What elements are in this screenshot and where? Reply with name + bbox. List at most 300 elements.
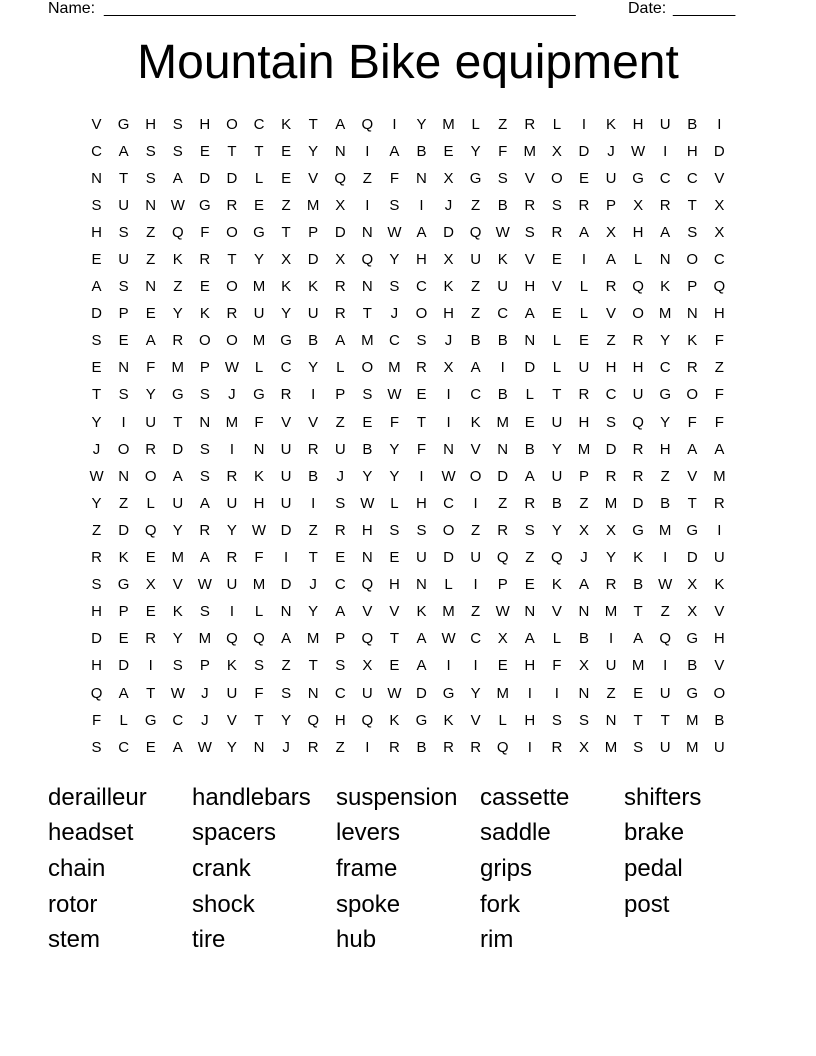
grid-letter: V xyxy=(687,467,698,485)
grid-letter: Q xyxy=(226,630,238,648)
grid-letter: S xyxy=(91,738,102,756)
grid-letter: U xyxy=(659,115,671,133)
grid-letter: T xyxy=(308,657,318,675)
grid-letter: D xyxy=(172,440,184,458)
grid-letter: X xyxy=(443,251,454,269)
grid-letter: J xyxy=(309,576,317,594)
grid-letter: F xyxy=(416,440,427,458)
grid-letter: N xyxy=(280,603,292,621)
grid-letter: H xyxy=(713,305,725,323)
grid-letter: Y xyxy=(281,711,292,729)
grid-letter: C xyxy=(253,115,265,133)
grid-letter: C xyxy=(659,169,671,187)
grid-letter: G xyxy=(469,169,482,187)
grid-letter: S xyxy=(335,494,346,512)
grid-letter: G xyxy=(253,223,265,241)
grid-letter: Q xyxy=(307,711,319,729)
grid-letter: D xyxy=(226,169,238,187)
grid-letter: A xyxy=(118,684,129,702)
grid-letter: U xyxy=(551,413,563,431)
grid-letter: F xyxy=(254,413,264,431)
grid-letter: O xyxy=(144,467,157,485)
grid-row xyxy=(83,734,733,761)
grid-letter: J xyxy=(444,332,453,350)
grid-letter: E xyxy=(118,332,129,350)
grid-letter: K xyxy=(714,576,725,594)
grid-letter: N xyxy=(524,332,536,350)
grid-letter: Y xyxy=(308,603,319,621)
grid-letter: I xyxy=(392,115,397,133)
grid-letter: V xyxy=(470,440,481,458)
name-field[interactable]: _____________________________________________________ xyxy=(104,0,576,17)
grid-letter: U xyxy=(605,169,617,187)
grid-letter: I xyxy=(717,115,722,133)
word-bank-item: suspension xyxy=(336,783,458,811)
grid-letter: S xyxy=(118,386,129,404)
grid-letter: V xyxy=(714,169,725,187)
grid-letter: Z xyxy=(579,494,589,512)
grid-letter: H xyxy=(388,576,400,594)
grid-letter: P xyxy=(118,603,129,621)
grid-letter: M xyxy=(252,576,266,594)
grid-letter: E xyxy=(145,738,156,756)
grid-letter: S xyxy=(389,278,400,296)
grid-letter: M xyxy=(686,738,699,756)
grid-letter: C xyxy=(713,251,725,269)
grid-letter: E xyxy=(578,169,589,187)
grid-row xyxy=(83,328,733,355)
grid-letter: E xyxy=(578,332,589,350)
grid-letter: G xyxy=(253,386,265,404)
grid-letter: E xyxy=(497,657,508,675)
grid-letter: Y xyxy=(362,467,373,485)
grid-letter: T xyxy=(146,684,156,702)
grid-letter: W xyxy=(495,223,510,241)
grid-letter: W xyxy=(495,603,510,621)
grid-letter: O xyxy=(226,115,238,133)
grid-letter: V xyxy=(606,305,617,323)
grid-letter: Q xyxy=(361,576,374,594)
grid-letter: R xyxy=(334,278,346,296)
grid-letter: B xyxy=(633,576,644,594)
grid-letter: R xyxy=(443,738,454,756)
grid-letter: W xyxy=(197,738,212,756)
grid-letter: G xyxy=(199,196,211,214)
grid-letter: W xyxy=(89,467,104,485)
grid-letter: E xyxy=(118,630,129,648)
grid-letter: E xyxy=(91,251,102,269)
grid-letter: S xyxy=(172,657,183,675)
grid-letter: I xyxy=(419,467,424,485)
grid-letter: I xyxy=(663,142,668,160)
grid-letter: M xyxy=(306,196,320,214)
grid-letter: Y xyxy=(551,440,562,458)
grid-letter: G xyxy=(686,521,699,539)
word-bank-item: spoke xyxy=(336,890,401,918)
grid-letter: O xyxy=(469,467,482,485)
grid-letter: I xyxy=(446,657,451,675)
grid-letter: I xyxy=(311,494,316,512)
grid-letter: O xyxy=(361,359,374,377)
grid-letter: G xyxy=(632,169,644,187)
grid-letter: Q xyxy=(334,169,347,187)
grid-letter: A xyxy=(335,332,346,350)
grid-letter: I xyxy=(608,630,614,648)
grid-letter: S xyxy=(551,196,562,214)
grid-letter: X xyxy=(578,521,589,539)
grid-letter: Q xyxy=(632,278,644,296)
grid-letter: A xyxy=(199,549,210,567)
grid-letter: H xyxy=(253,494,265,512)
grid-letter: R xyxy=(334,305,346,323)
grid-letter: S xyxy=(551,711,562,729)
grid-letter: W xyxy=(251,521,267,539)
grid-letter: I xyxy=(473,576,478,594)
grid-letter: V xyxy=(172,576,183,594)
grid-row xyxy=(83,680,733,707)
grid-letter: C xyxy=(172,711,184,729)
grid-letter: P xyxy=(335,630,346,648)
grid-letter: L xyxy=(444,576,453,594)
grid-letter: F xyxy=(714,332,724,350)
grid-letter: J xyxy=(607,142,615,160)
grid-letter: Q xyxy=(90,684,103,702)
grid-letter: O xyxy=(226,332,238,350)
word-bank-item: tire xyxy=(192,926,226,954)
grid-letter: L xyxy=(552,630,562,648)
grid-letter: V xyxy=(524,169,535,187)
grid-letter: J xyxy=(92,440,101,458)
grid-letter: I xyxy=(148,657,153,675)
grid-letter: I xyxy=(527,738,532,756)
grid-letter: R xyxy=(199,521,211,539)
grid-letter: B xyxy=(308,467,319,485)
grid-letter: B xyxy=(497,332,508,350)
grid-letter: A xyxy=(687,440,698,458)
grid-letter: K xyxy=(606,115,617,133)
grid-letter: K xyxy=(172,251,183,269)
grid-letter: U xyxy=(118,196,130,214)
grid-letter: X xyxy=(362,657,373,675)
grid-letter: X xyxy=(687,603,698,621)
grid-letter: C xyxy=(470,386,482,404)
grid-letter: C xyxy=(334,684,346,702)
grid-letter: M xyxy=(604,738,618,756)
grid-letter: A xyxy=(416,223,427,241)
grid-letter: Y xyxy=(172,305,183,323)
grid-row xyxy=(83,165,733,192)
grid-letter: T xyxy=(633,711,643,729)
grid-letter: T xyxy=(227,142,237,160)
grid-letter: Y xyxy=(172,521,183,539)
grid-letter: U xyxy=(632,386,644,404)
grid-letter: Z xyxy=(119,494,129,512)
grid-letter: N xyxy=(443,440,454,458)
grid-letter: U xyxy=(280,467,292,485)
grid-letter: M xyxy=(523,142,537,160)
grid-letter: K xyxy=(497,251,508,269)
grid-letter: Q xyxy=(144,521,157,539)
grid-letter: L xyxy=(552,115,562,133)
grid-letter: M xyxy=(496,413,509,431)
grid-letter: I xyxy=(229,603,235,621)
grid-letter: W xyxy=(170,196,185,214)
grid-letter: U xyxy=(470,549,482,567)
grid-letter: S xyxy=(362,386,373,404)
grid-letter: D xyxy=(686,549,698,567)
grid-letter: Q xyxy=(361,115,374,133)
grid-letter: Q xyxy=(496,549,509,567)
grid-row xyxy=(83,246,733,273)
grid-letter: W xyxy=(360,494,375,512)
grid-letter: R xyxy=(145,440,157,458)
grid-letter: R xyxy=(280,386,292,404)
grid-letter: H xyxy=(659,440,671,458)
grid-letter: S xyxy=(145,169,156,187)
grid-letter: N xyxy=(524,603,536,621)
grid-letter: T xyxy=(416,413,427,431)
grid-letter: Q xyxy=(171,223,184,241)
grid-letter: Q xyxy=(659,630,672,648)
grid-letter: S xyxy=(389,196,400,214)
grid-letter: L xyxy=(254,359,264,377)
grid-letter: N xyxy=(199,413,211,431)
grid-letter: C xyxy=(497,305,509,323)
word-bank-row xyxy=(48,922,788,958)
grid-letter: R xyxy=(199,251,211,269)
grid-letter: R xyxy=(172,332,184,350)
grid-letter: R xyxy=(524,494,536,512)
grid-letter: Z xyxy=(471,603,481,621)
name-label: Name: xyxy=(48,0,96,17)
grid-letter: M xyxy=(361,332,374,350)
grid-letter: G xyxy=(415,711,428,729)
grid-letter: Z xyxy=(362,169,372,187)
grid-letter: F xyxy=(254,684,264,702)
grid-letter: V xyxy=(226,711,237,729)
grid-letter: D xyxy=(497,467,509,485)
grid-letter: Y xyxy=(145,386,156,404)
grid-letter: E xyxy=(551,251,562,269)
grid-letter: Y xyxy=(389,251,400,269)
grid-letter: U xyxy=(416,549,427,567)
grid-letter: W xyxy=(224,359,240,377)
grid-letter: Q xyxy=(713,278,726,296)
grid-letter: H xyxy=(686,142,698,160)
grid-letter: G xyxy=(659,386,672,404)
grid-letter: S xyxy=(687,223,698,241)
grid-letter: N xyxy=(91,169,102,187)
grid-letter: F xyxy=(200,223,210,241)
grid-letter: L xyxy=(254,603,264,621)
grid-letter: I xyxy=(365,196,370,214)
grid-letter: M xyxy=(252,278,266,296)
grid-letter: R xyxy=(388,738,400,756)
grid-letter: U xyxy=(226,576,238,594)
grid-letter: M xyxy=(631,657,645,675)
grid-letter: R xyxy=(605,278,617,296)
grid-letter: S xyxy=(606,413,617,431)
grid-letter: B xyxy=(416,738,427,756)
grid-letter: T xyxy=(91,386,102,404)
grid-letter: C xyxy=(388,332,400,350)
grid-letter: S xyxy=(91,196,102,214)
grid-letter: U xyxy=(226,494,238,512)
grid-letter: K xyxy=(281,278,292,296)
grid-letter: H xyxy=(632,223,644,241)
grid-letter: F xyxy=(389,413,399,431)
word-bank xyxy=(48,780,788,958)
grid-letter: N xyxy=(361,223,373,241)
grid-letter: S xyxy=(145,142,156,160)
grid-letter: H xyxy=(578,413,590,431)
grid-letter: S xyxy=(199,440,210,458)
grid-letter: K xyxy=(172,603,183,621)
grid-letter: N xyxy=(659,251,671,269)
grid-letter: K xyxy=(660,278,671,296)
grid-letter: I xyxy=(121,413,126,431)
grid-letter: K xyxy=(226,657,237,675)
grid-letter: H xyxy=(443,305,454,323)
grid-letter: T xyxy=(687,494,697,512)
grid-letter: T xyxy=(119,169,129,187)
grid-letter: N xyxy=(578,603,590,621)
grid-letter: C xyxy=(91,142,102,160)
grid-letter: L xyxy=(254,169,264,187)
word-bank-item: stem xyxy=(48,926,101,954)
grid-letter: X xyxy=(578,738,589,756)
grid-letter: Z xyxy=(146,223,156,241)
grid-letter: D xyxy=(605,440,617,458)
grid-letter: V xyxy=(389,603,400,621)
grid-letter: E xyxy=(199,142,210,160)
grid-letter: R xyxy=(334,521,346,539)
grid-letter: Q xyxy=(361,711,374,729)
grid-letter: W xyxy=(387,386,402,404)
word-bank-item: grips xyxy=(480,854,533,882)
grid-letter: B xyxy=(551,494,562,512)
grid-letter: W xyxy=(197,576,212,594)
grid-row xyxy=(83,382,733,409)
grid-letter: M xyxy=(442,603,455,621)
grid-letter: H xyxy=(416,494,427,512)
grid-letter: L xyxy=(579,305,589,323)
grid-letter: O xyxy=(632,305,644,323)
grid-letter: E xyxy=(281,169,292,187)
grid-letter: H xyxy=(524,278,536,296)
grid-letter: N xyxy=(253,738,265,756)
word-bank-item: saddle xyxy=(480,819,551,847)
grid-letter: X xyxy=(633,196,644,214)
word-bank-item: post xyxy=(624,890,670,918)
grid-letter: K xyxy=(470,413,481,431)
grid-letter: O xyxy=(226,223,238,241)
grid-letter: M xyxy=(388,359,401,377)
word-bank-item: shifters xyxy=(624,783,702,811)
grid-letter: X xyxy=(335,251,346,269)
grid-letter: W xyxy=(387,223,402,241)
grid-letter: G xyxy=(686,684,699,702)
grid-letter: I xyxy=(581,251,587,269)
grid-letter: D xyxy=(524,359,536,377)
grid-letter: H xyxy=(199,115,211,133)
grid-letter: H xyxy=(605,359,617,377)
grid-letter: I xyxy=(229,440,235,458)
grid-letter: C xyxy=(605,386,617,404)
grid-letter: R xyxy=(307,738,319,756)
grid-letter: Z xyxy=(606,684,616,702)
grid-letter: A xyxy=(281,630,292,648)
word-bank-item: handlebars xyxy=(192,783,311,811)
word-bank-item: rotor xyxy=(48,890,98,918)
grid-row xyxy=(83,599,733,626)
grid-letter: I xyxy=(500,359,505,377)
grid-letter: R xyxy=(686,359,698,377)
grid-letter: Y xyxy=(606,549,617,567)
grid-letter: T xyxy=(254,142,264,160)
grid-letter: F xyxy=(254,549,264,567)
grid-letter: Q xyxy=(551,549,563,567)
grid-letter: C xyxy=(659,359,671,377)
grid-letter: U xyxy=(497,278,509,296)
grid-letter: L xyxy=(390,494,399,512)
grid-letter: R xyxy=(226,305,238,323)
word-bank-row xyxy=(48,816,788,852)
grid-letter: N xyxy=(416,576,427,594)
grid-row xyxy=(83,707,733,734)
grid-letter: Y xyxy=(470,684,481,702)
grid-letter: U xyxy=(172,494,184,512)
grid-letter: Z xyxy=(606,332,616,350)
grid-letter: F xyxy=(498,142,508,160)
grid-letter: N xyxy=(686,305,698,323)
grid-letter: U xyxy=(280,494,292,512)
header-line xyxy=(48,0,748,20)
grid-letter: W xyxy=(658,576,673,594)
grid-letter: Y xyxy=(254,251,265,269)
grid-letter: S xyxy=(389,521,400,539)
date-label: Date: xyxy=(628,0,667,17)
grid-letter: Y xyxy=(389,467,400,485)
grid-letter: A xyxy=(633,630,644,648)
grid-letter: E xyxy=(281,142,292,160)
grid-letter: V xyxy=(470,711,481,729)
grid-letter: B xyxy=(524,440,535,458)
grid-letter: P xyxy=(118,305,129,323)
grid-letter: C xyxy=(334,576,346,594)
grid-letter: I xyxy=(663,657,668,675)
date-field[interactable]: _______ xyxy=(673,0,736,17)
grid-letter: N xyxy=(118,467,130,485)
grid-letter: U xyxy=(470,251,482,269)
grid-letter: A xyxy=(578,576,589,594)
grid-letter: J xyxy=(580,549,588,567)
grid-letter: A xyxy=(524,305,535,323)
grid-letter: A xyxy=(416,657,427,675)
grid-letter: R xyxy=(551,738,563,756)
grid-letter: F xyxy=(687,413,697,431)
grid-letter: G xyxy=(442,684,455,702)
grid-letter: U xyxy=(118,251,130,269)
grid-letter: S xyxy=(172,142,183,160)
grid-letter: A xyxy=(335,603,346,621)
grid-letter: Z xyxy=(471,196,481,214)
grid-letter: V xyxy=(714,603,725,621)
grid-letter: G xyxy=(632,521,644,539)
grid-letter: N xyxy=(118,359,130,377)
word-bank-item: frame xyxy=(336,854,398,882)
grid-letter: K xyxy=(633,549,644,567)
